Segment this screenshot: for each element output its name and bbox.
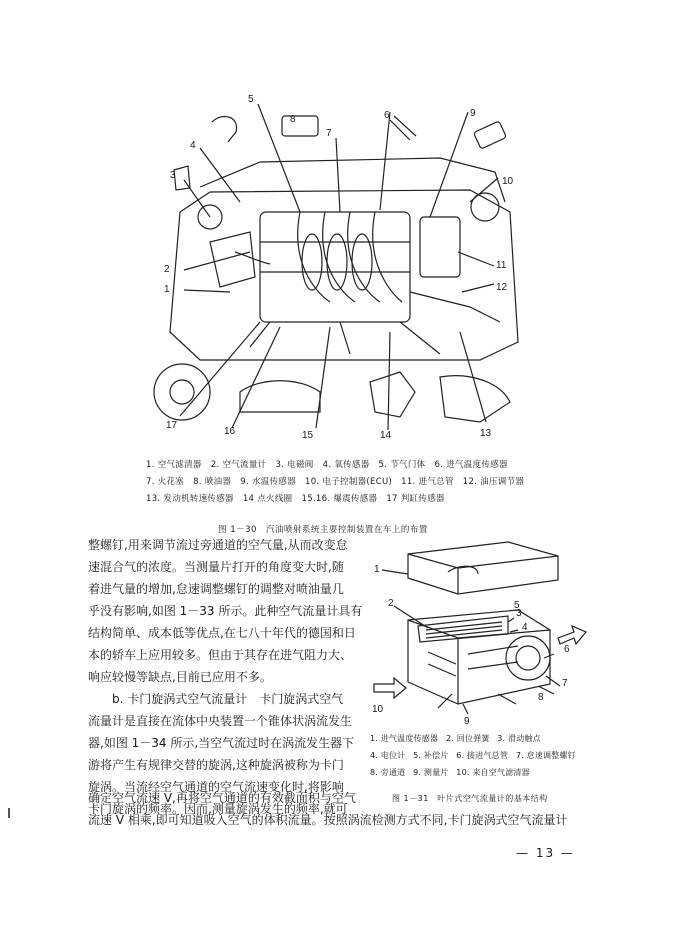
text-line: 响应较慢等缺点,目前已应用不多。 <box>88 670 272 684</box>
legend-item: 1. 空气滤清器 <box>146 460 202 470</box>
fig1-callout-17: 17 <box>166 420 178 431</box>
text-line: 游将产生有规律交替的旋涡,这种旋涡被称为卡门 <box>88 758 344 772</box>
legend-item: 5. 补偿片 <box>413 751 449 760</box>
legend-item: 4. 电位计 <box>370 751 406 760</box>
fig1-callout-9: 9 <box>470 108 476 119</box>
legend-item: 1. 进气温度传感器 <box>370 734 439 743</box>
body-text-column <box>88 534 364 820</box>
text-line: 结构简单、成本低等优点,在七八十年代的德国和日 <box>88 626 356 640</box>
fig1-callout-16: 16 <box>224 426 236 437</box>
fig2-callout-1: 1 <box>374 564 380 575</box>
legend-item: 9. 水温传感器 <box>240 477 296 487</box>
subsection-heading-line: b. 卡门旋涡式空气流量计 卡门旋涡式空气 <box>112 692 344 706</box>
text-line: 卡门旋涡的频率。因而,测量旋涡发生的频率,就可 <box>88 802 348 816</box>
fig2-callout-2: 2 <box>388 598 394 609</box>
legend-item: 10. 电子控制器(ECU) <box>305 477 393 487</box>
fig1-callout-2: 2 <box>164 264 170 275</box>
fig1-callout-12: 12 <box>496 282 508 293</box>
legend-item: 2. 空气流量计 <box>210 460 267 470</box>
legend-item: 15.16. 爆震传感器 <box>301 494 378 504</box>
fig2-callout-8: 8 <box>538 692 544 703</box>
legend-item: 17 判缸传感器 <box>386 494 445 504</box>
fig1-callout-14: 14 <box>380 430 392 441</box>
text-line: 本的轿车上应用较多。但由于其存在进气阻力大、 <box>88 648 353 662</box>
legend-item: 3. 滑动触点 <box>497 734 541 743</box>
fig1-callout-10: 10 <box>502 176 514 187</box>
fig1-callout-15: 15 <box>302 430 314 441</box>
vane-flow-meter-figure <box>368 534 590 730</box>
text-line: 流速 V 相乘,即可知道吸入空气的体积流量。按照涡流检测方式不同,卡门旋涡式空气流量计 <box>88 813 568 827</box>
text-line: 确定空气流速 V,再将空气通道的有效截面积与空气 <box>88 791 356 805</box>
legend-item: 4. 氧传感器 <box>322 460 370 470</box>
legend-item: 7. 怠速调整螺钉 <box>515 751 576 760</box>
fig1-callout-3: 3 <box>170 170 176 181</box>
fig2-callout-9: 9 <box>464 716 470 727</box>
legend-item: 11. 进气总管 <box>401 477 454 487</box>
legend-item: 8. 旁通道 <box>370 768 406 777</box>
page-number: — 13 — <box>516 846 575 860</box>
legend-item: 14 点火线圈 <box>242 494 293 504</box>
figure1-legend <box>146 457 536 508</box>
legend-item: 6. 接进气总管 <box>456 751 509 760</box>
text-line: 乎没有影响,如图 1－33 所示。此种空气流量计具有 <box>88 604 363 618</box>
text-line: 着进气量的增加,怠速调整螺钉的调整对喷油量几 <box>88 582 344 596</box>
legend-item: 8. 喷油器 <box>193 477 232 487</box>
fig1-callout-11: 11 <box>496 260 507 271</box>
engine-layout-figure <box>140 92 540 447</box>
legend-item: 13. 发动机转速传感器 <box>146 494 234 504</box>
figure1-caption: 图 1－30 汽油喷射系统主要控制装置在车上的布置 <box>218 525 428 535</box>
fig1-callout-13: 13 <box>480 428 492 439</box>
figure2-legend <box>370 730 582 781</box>
engine-drawing <box>140 92 540 447</box>
figure2-caption: 图 1－31 叶片式空气流量计的基本结构 <box>392 794 548 803</box>
fig1-callout-6: 6 <box>384 110 390 121</box>
text-line: 速混合气的浓度。当测量片打开的角度变大时,随 <box>88 560 344 574</box>
legend-item: 5. 节气门体 <box>378 460 426 470</box>
fig2-callout-4: 4 <box>522 622 528 633</box>
text-line: 器,如图 1－34 所示,当空气流过时在涡流发生器下 <box>88 736 355 750</box>
flow-meter-drawing <box>368 534 590 730</box>
text-line: 整螺钉,用来调节流过旁通道的空气量,从而改变怠 <box>88 538 348 552</box>
fig2-callout-5: 5 <box>514 600 520 611</box>
fig2-callout-7: 7 <box>562 678 568 689</box>
legend-item: 12. 油压调节器 <box>462 477 525 487</box>
text-line: 旋涡。当流经空气通道的空气流速变化时,将影响 <box>88 780 344 794</box>
fig1-callout-8: 8 <box>290 114 296 125</box>
fig2-callout-6: 6 <box>564 644 570 655</box>
fig1-callout-5: 5 <box>248 94 254 105</box>
fig2-callout-3: 3 <box>516 608 522 619</box>
fig1-callout-4: 4 <box>190 140 196 151</box>
fig2-callout-10: 10 <box>372 704 384 715</box>
legend-item: 3. 电磁阀 <box>275 460 314 470</box>
text-line: 流量计是直接在流体中央装置一个锥体状涡流发生 <box>88 714 353 728</box>
legend-item: 9. 测量片 <box>413 768 449 777</box>
fig1-callout-1: 1 <box>164 284 170 295</box>
legend-item: 10. 来自空气滤清器 <box>456 768 530 777</box>
scan-edge-mark <box>8 808 10 818</box>
legend-item: 6. 进气温度传感器 <box>434 460 508 470</box>
legend-item: 2. 回位弹簧 <box>445 734 490 743</box>
legend-item: 7. 火花塞 <box>146 477 185 487</box>
fig1-callout-7: 7 <box>326 128 332 139</box>
